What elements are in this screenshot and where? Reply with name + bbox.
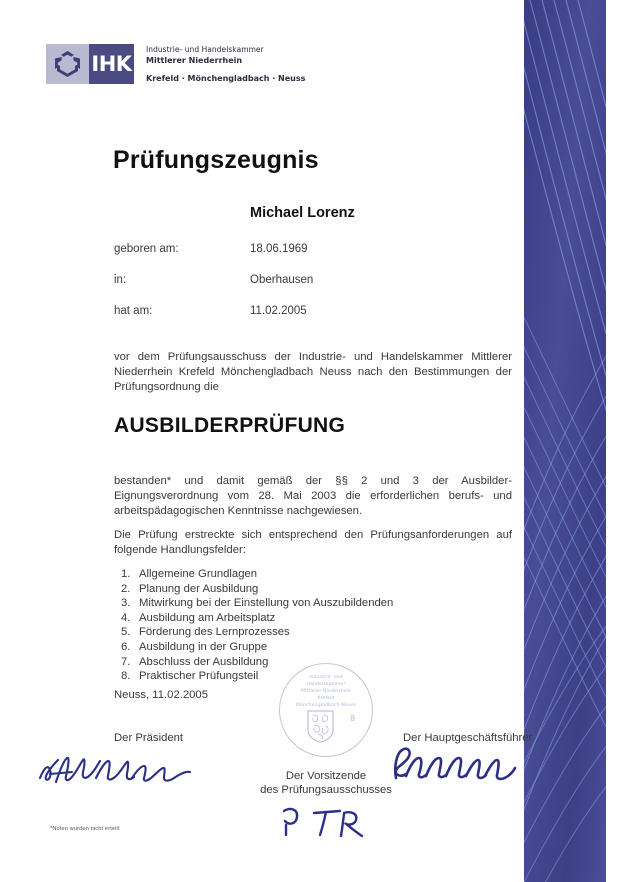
list-item-number: 4. (121, 611, 131, 624)
seal-line-1: Industrie- und (309, 675, 343, 680)
handwritten-signature-icon (278, 805, 373, 841)
list-item-label: Praktischer Prüfungsteil (139, 670, 259, 683)
ihk-logo-text (146, 44, 305, 84)
list-item-label: Ausbildung in der Gruppe (139, 640, 268, 653)
ihk-acronym: IHK (89, 44, 134, 84)
seal-text (280, 674, 372, 709)
seal-line-4: Krefeld (317, 696, 335, 701)
signature-label-praesident: Der Präsident (114, 732, 184, 744)
security-pattern-band (524, 0, 606, 882)
signature-label-vorsitzende-line2: des Prüfungsausschusses (260, 784, 392, 796)
detail-label: hat am: (114, 305, 153, 317)
exam-heading: AUSBILDERPRÜFUNG (114, 414, 346, 437)
place-and-date: Neuss, 11.02.2005 (114, 689, 208, 701)
list-item-label: Allgemeine Grundlagen (139, 568, 258, 580)
signature-label-vorsitzende-line1: Der Vorsitzende (285, 770, 367, 782)
list-item (121, 655, 393, 670)
seal-line-5: Mönchengladbach-Neuss (296, 703, 356, 708)
candidate-name: Michael Lorenz (250, 205, 355, 221)
seal-line-2: Handelskammer (306, 682, 346, 687)
detail-row-examdate (114, 305, 444, 336)
list-item-label: Mitwirkung bei der Einstellung von Auszubildenden (139, 597, 394, 610)
detail-row-birthplace (114, 274, 444, 305)
footnote: *Noten wurden nicht erteilt (50, 826, 120, 832)
ihk-logo-line-1: Industrie- und Handelskammer (146, 45, 264, 54)
signature-label-vorsitzende (251, 769, 401, 797)
ihk-logo-mark (46, 44, 134, 84)
signature-vorsitzende (278, 805, 373, 846)
detail-value: 18.06.1969 (250, 243, 308, 255)
paragraph-intro: vor dem Prüfungsausschuss der Industrie- und Handelskammer Mittlerer Niederrhein Krefeld Mönchengladbach Neuss nach den Bestimmungen der Prüfungsordnung die (114, 351, 512, 393)
paragraph-scope: Die Prüfung erstreckte sich entsprechend den Prüfungsanforderungen auf folgende Handlungsfelder: (114, 529, 512, 556)
list-item-number: 8. (121, 670, 131, 683)
detail-row-birthdate (114, 243, 444, 274)
signature-praesident (36, 752, 196, 797)
ihk-recycling-symbol-icon (46, 44, 89, 84)
detail-value: Oberhausen (250, 274, 314, 286)
list-item-number: 6. (121, 640, 131, 653)
signature-hauptgeschaeftsfuehrer (388, 744, 518, 797)
triskelion-arrows-icon (52, 50, 83, 78)
detail-label: in: (114, 274, 127, 286)
list-item-label: Förderung des Lernprozesses (139, 626, 290, 639)
ihk-logo-line-3: Krefeld · Mönchengladbach · Neuss (146, 74, 306, 83)
candidate-details (114, 243, 444, 336)
list-item-number: 3. (121, 597, 131, 610)
detail-label: geboren am: (114, 243, 179, 255)
guilloche-lines-icon (524, 0, 606, 882)
handlungsfelder-list (121, 567, 393, 684)
list-item-label: Abschluss der Ausbildung (139, 655, 269, 668)
list-item (121, 567, 393, 582)
seal-line-3: Mittlerer Niederrhein (301, 689, 351, 694)
list-item (121, 582, 393, 597)
list-item (121, 640, 393, 655)
seal-number: 8 (350, 714, 355, 723)
ihk-logo-line-2: Mittlerer Niederrhein (146, 56, 243, 65)
detail-value: 11.02.2005 (250, 305, 307, 317)
list-item-label: Planung der Ausbildung (139, 582, 259, 595)
handwritten-signature-icon (36, 752, 196, 792)
signature-label-hauptgeschaeftsfuehrer: Der Hauptgeschäftsführer (403, 732, 533, 744)
page-title: Prüfungszeugnis (113, 146, 319, 174)
coat-of-arms-icon (307, 710, 334, 743)
list-item-number: 1. (121, 568, 131, 580)
list-item (121, 625, 393, 640)
handwritten-signature-icon (388, 744, 518, 792)
ihk-logo (46, 44, 305, 84)
paragraph-passed: bestanden* und damit gemäß der §§ 2 und 3 der Ausbilder-Eignungsverordnung vom 28. Mai 2003 die erforderlichen berufs- und arbeitspädagogischen Kenntnisse nachgewiesen. (114, 475, 512, 517)
list-item-number: 7. (121, 655, 131, 668)
list-item-number: 5. (121, 626, 131, 639)
list-item (121, 596, 393, 611)
list-item (121, 611, 393, 626)
list-item-number: 2. (121, 582, 131, 595)
official-seal-stamp (279, 663, 373, 757)
list-item-label: Ausbildung am Arbeitsplatz (139, 611, 276, 624)
